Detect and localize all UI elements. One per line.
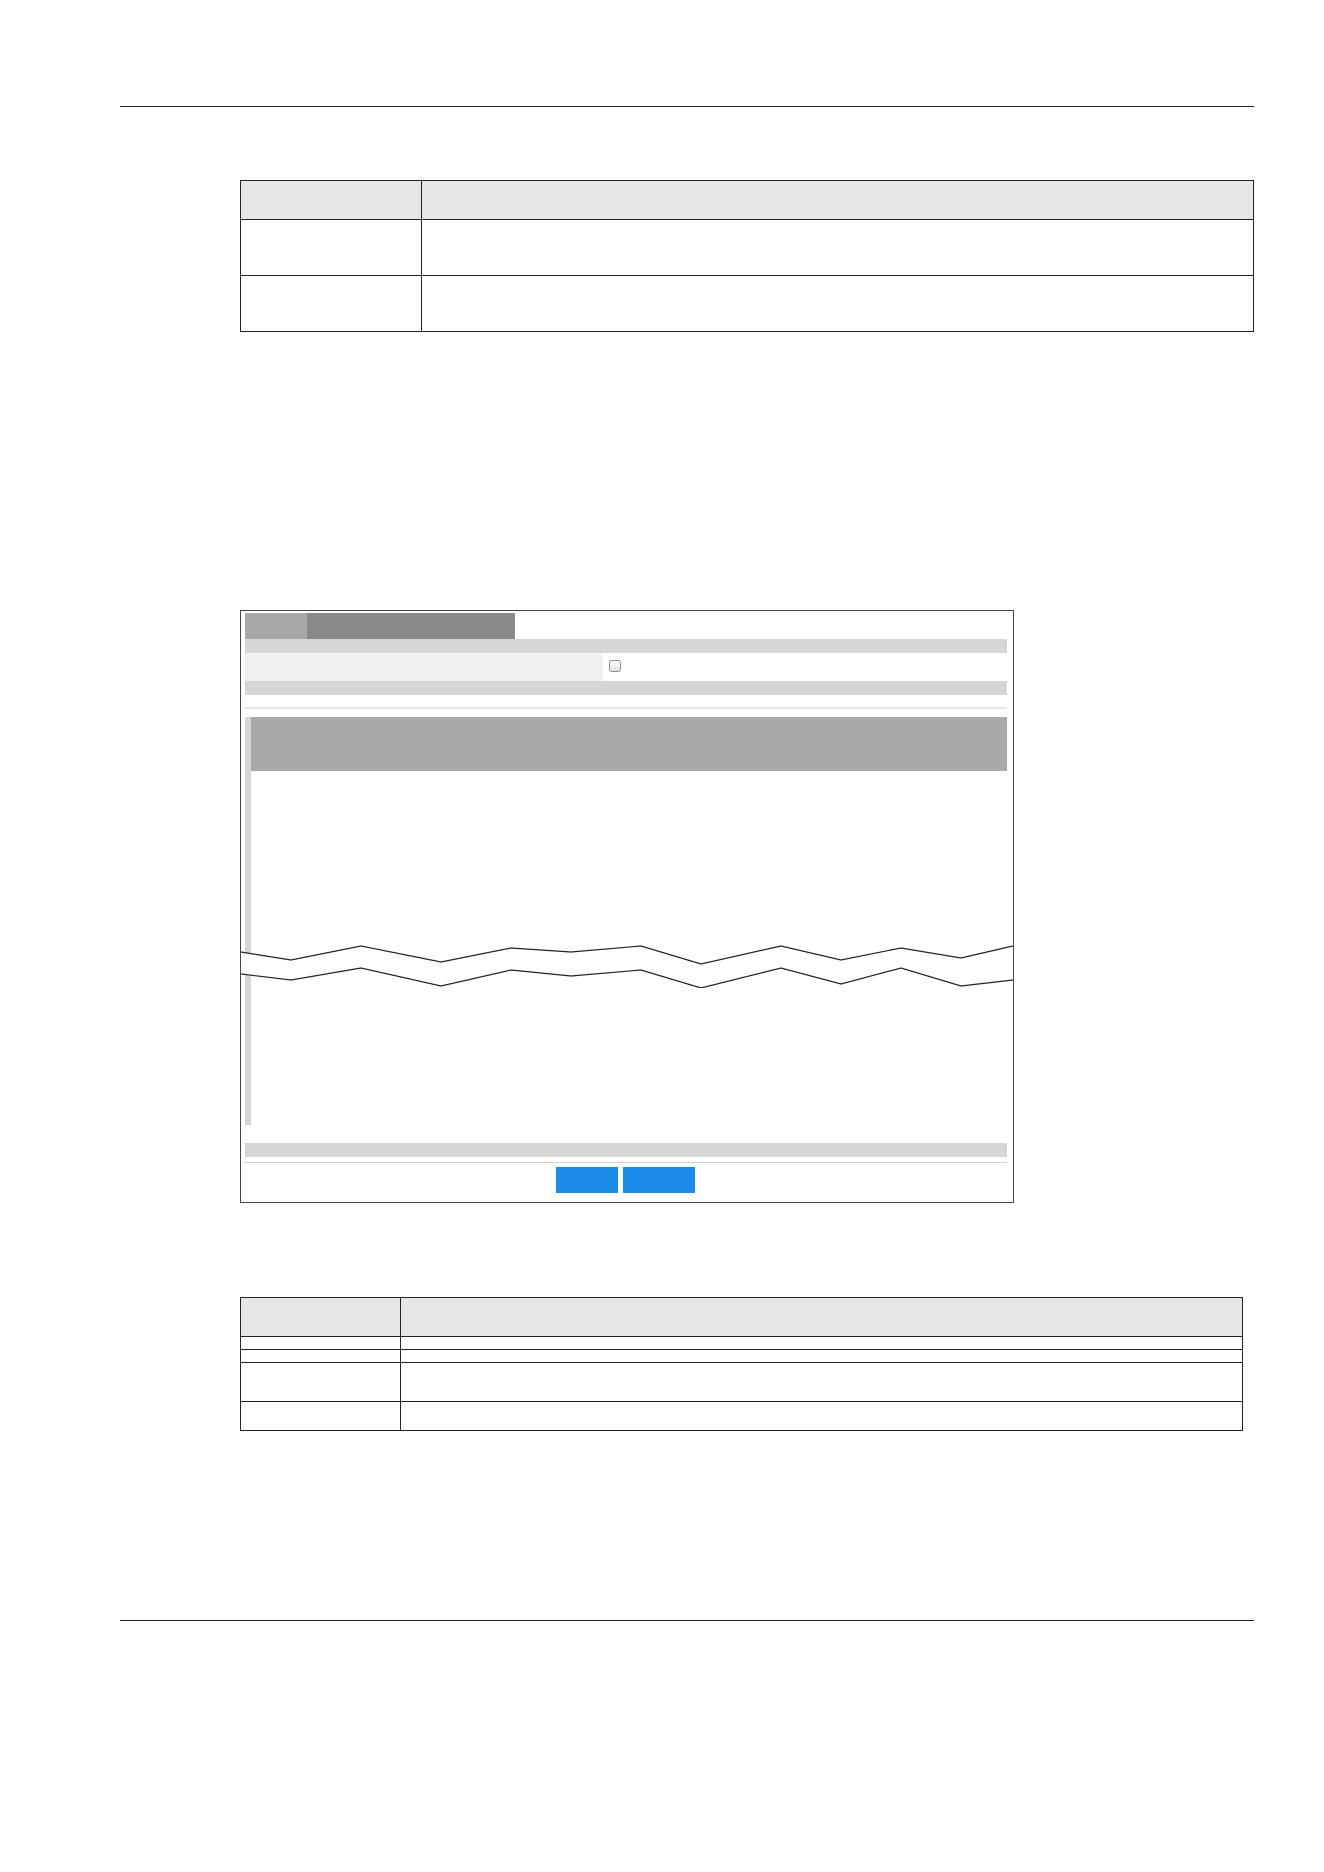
row-desc [422,276,1254,332]
separator-band [245,681,1007,695]
table-145 [240,180,1254,332]
row-desc [401,1363,1243,1402]
header-desc-cell [401,1298,1243,1337]
row-desc [401,1350,1243,1363]
separator-band [245,639,1007,653]
separator-line [245,1162,1007,1163]
table-row [241,1350,1243,1363]
col-port-header [251,717,381,771]
footer-rule [120,1620,1254,1621]
table-146 [240,1297,1243,1431]
row-desc [422,220,1254,276]
table-145-caption [240,156,256,180]
header-rule [120,106,1254,107]
col-rl-ignore-header [819,717,991,771]
row-label [241,1350,401,1363]
header-label-cell [241,1298,401,1337]
table-row [241,1402,1243,1431]
col-rl-supported-header [647,717,819,771]
table-row [241,1337,1243,1350]
row-desc [401,1337,1243,1350]
port-grid [251,717,1007,771]
table-row [241,220,1254,276]
torn-break [241,944,1013,988]
row-desc [401,1402,1243,1431]
cancel-button[interactable] [623,1167,695,1193]
table-146-caption [240,1272,256,1296]
row-label [241,276,422,332]
separator-band [245,1143,1007,1157]
table-header-row [241,181,1254,220]
separator-line [245,707,1007,709]
header-desc-cell [422,181,1254,220]
port-grid-header [251,717,1007,771]
header-label-cell [241,181,422,220]
global-active-cell [603,653,1007,681]
global-active-checkbox[interactable] [609,660,621,672]
col-active-header [381,717,519,771]
oam-configuration-tab[interactable] [245,613,515,639]
col-mode-header [519,717,647,771]
grid-left-bar [245,717,251,1125]
global-active-row [245,653,1007,681]
row-label [241,1363,401,1402]
table-row [241,276,1254,332]
row-label [241,1337,401,1350]
table-header-row [241,1298,1243,1337]
apply-button[interactable] [556,1167,618,1193]
row-label [241,1402,401,1431]
table-row [241,1363,1243,1402]
row-label [241,220,422,276]
oam-configuration-screen [240,610,1014,1203]
